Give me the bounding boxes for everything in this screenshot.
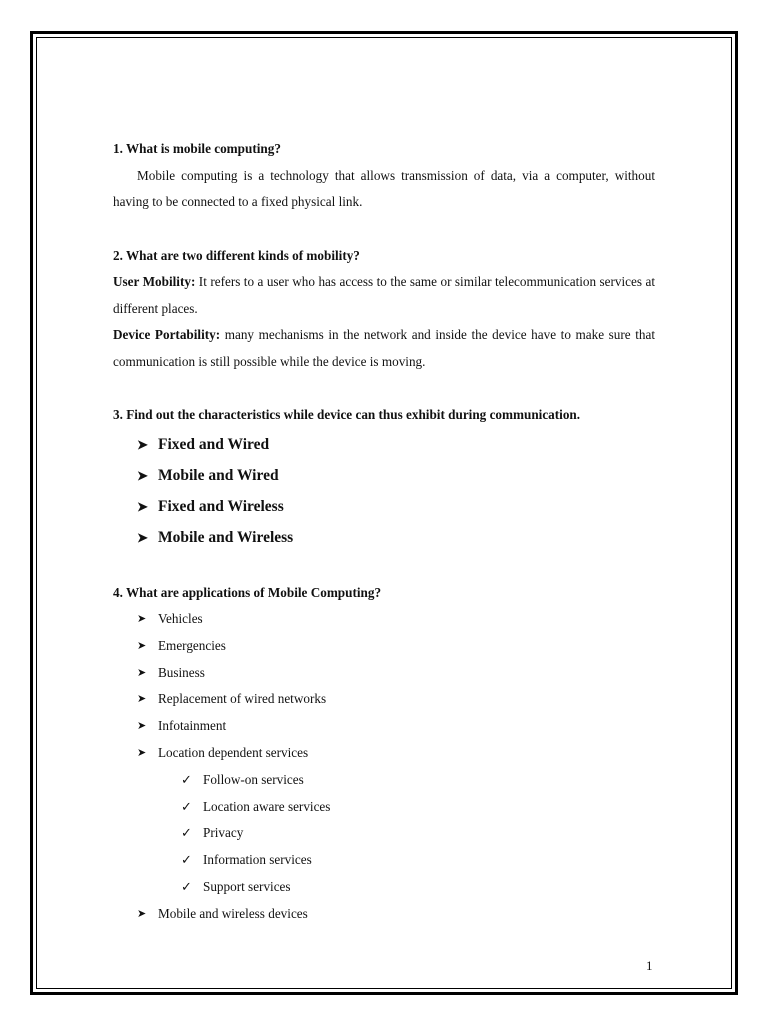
- arrow-bullet-icon: ➤: [137, 529, 148, 545]
- user-mobility-paragraph: [113, 269, 655, 322]
- question-1-answer: Mobile computing is a technology that allows transmission of data, via a computer, without having to be connected to a fixed physical link.: [113, 167, 655, 209]
- arrow-bullet-icon: ➤: [137, 467, 148, 483]
- document-body: [113, 136, 655, 928]
- arrow-bullet-icon: ➤: [137, 907, 147, 920]
- list-item: ✓ Follow-on services: [113, 767, 655, 794]
- list-item: ➤ Mobile and Wired: [113, 460, 655, 491]
- device-portability-label: Device Portability:: [113, 327, 221, 342]
- arrow-bullet-icon: ➤: [137, 436, 148, 452]
- list-item: ➤ Business: [113, 660, 655, 687]
- arrow-bullet-icon: ➤: [137, 613, 147, 625]
- list-item: ✓ Privacy: [113, 820, 655, 847]
- list-item: ✓ Support services: [113, 874, 655, 901]
- list-item: ➤ Fixed and Wired: [113, 429, 655, 460]
- question-1-title: 1. What is mobile computing?: [113, 141, 281, 156]
- list-item: ➤ Emergencies: [113, 633, 655, 660]
- arrow-bullet-icon: ➤: [137, 666, 147, 679]
- question-2-title: 2. What are two different kinds of mobility?: [113, 247, 360, 263]
- arrow-bullet-icon: ➤: [137, 720, 147, 733]
- list-item: ➤ Infotainment: [113, 713, 655, 740]
- list-item: ➤ Vehicles: [113, 606, 655, 633]
- device-portability-paragraph: [113, 322, 655, 375]
- location-services-sublist: [113, 767, 655, 901]
- arrow-bullet-icon: ➤: [137, 639, 147, 652]
- checkmark-icon: ✓: [181, 798, 193, 814]
- list-item: ➤ Location dependent services: [113, 740, 655, 767]
- characteristics-list: [113, 429, 655, 553]
- checkmark-icon: ✓: [181, 852, 193, 868]
- question-3-title: 3. Find out the characteristics while device can thus exhibit during communication.: [113, 407, 581, 422]
- list-item: ➤ Mobile and Wireless: [113, 522, 655, 553]
- checkmark-icon: ✓: [181, 878, 193, 894]
- list-item: ➤ Replacement of wired networks: [113, 686, 655, 713]
- arrow-bullet-icon: ➤: [137, 746, 147, 759]
- list-item: ✓ Information services: [113, 847, 655, 874]
- list-item: ➤ Mobile and wireless devices: [113, 901, 655, 928]
- applications-list: [113, 606, 655, 767]
- arrow-bullet-icon: ➤: [137, 498, 148, 514]
- list-item: ➤ Fixed and Wireless: [113, 491, 655, 522]
- checkmark-icon: ✓: [181, 771, 193, 787]
- list-item: ✓ Location aware services: [113, 794, 655, 821]
- checkmark-icon: ✓: [181, 825, 193, 841]
- user-mobility-label: User Mobility:: [113, 274, 196, 289]
- device-portability-text: many mechanisms in the network and inside the device have to make sure that communication is still possible while the device is moving.: [113, 327, 655, 369]
- arrow-bullet-icon: ➤: [137, 693, 147, 706]
- user-mobility-text: It refers to a user who has access to the same or similar telecommunication services at different places.: [113, 274, 655, 316]
- question-4-title: 4. What are applications of Mobile Computing?: [113, 584, 382, 600]
- page-number: 1: [646, 958, 653, 973]
- applications-list-end: [113, 901, 655, 928]
